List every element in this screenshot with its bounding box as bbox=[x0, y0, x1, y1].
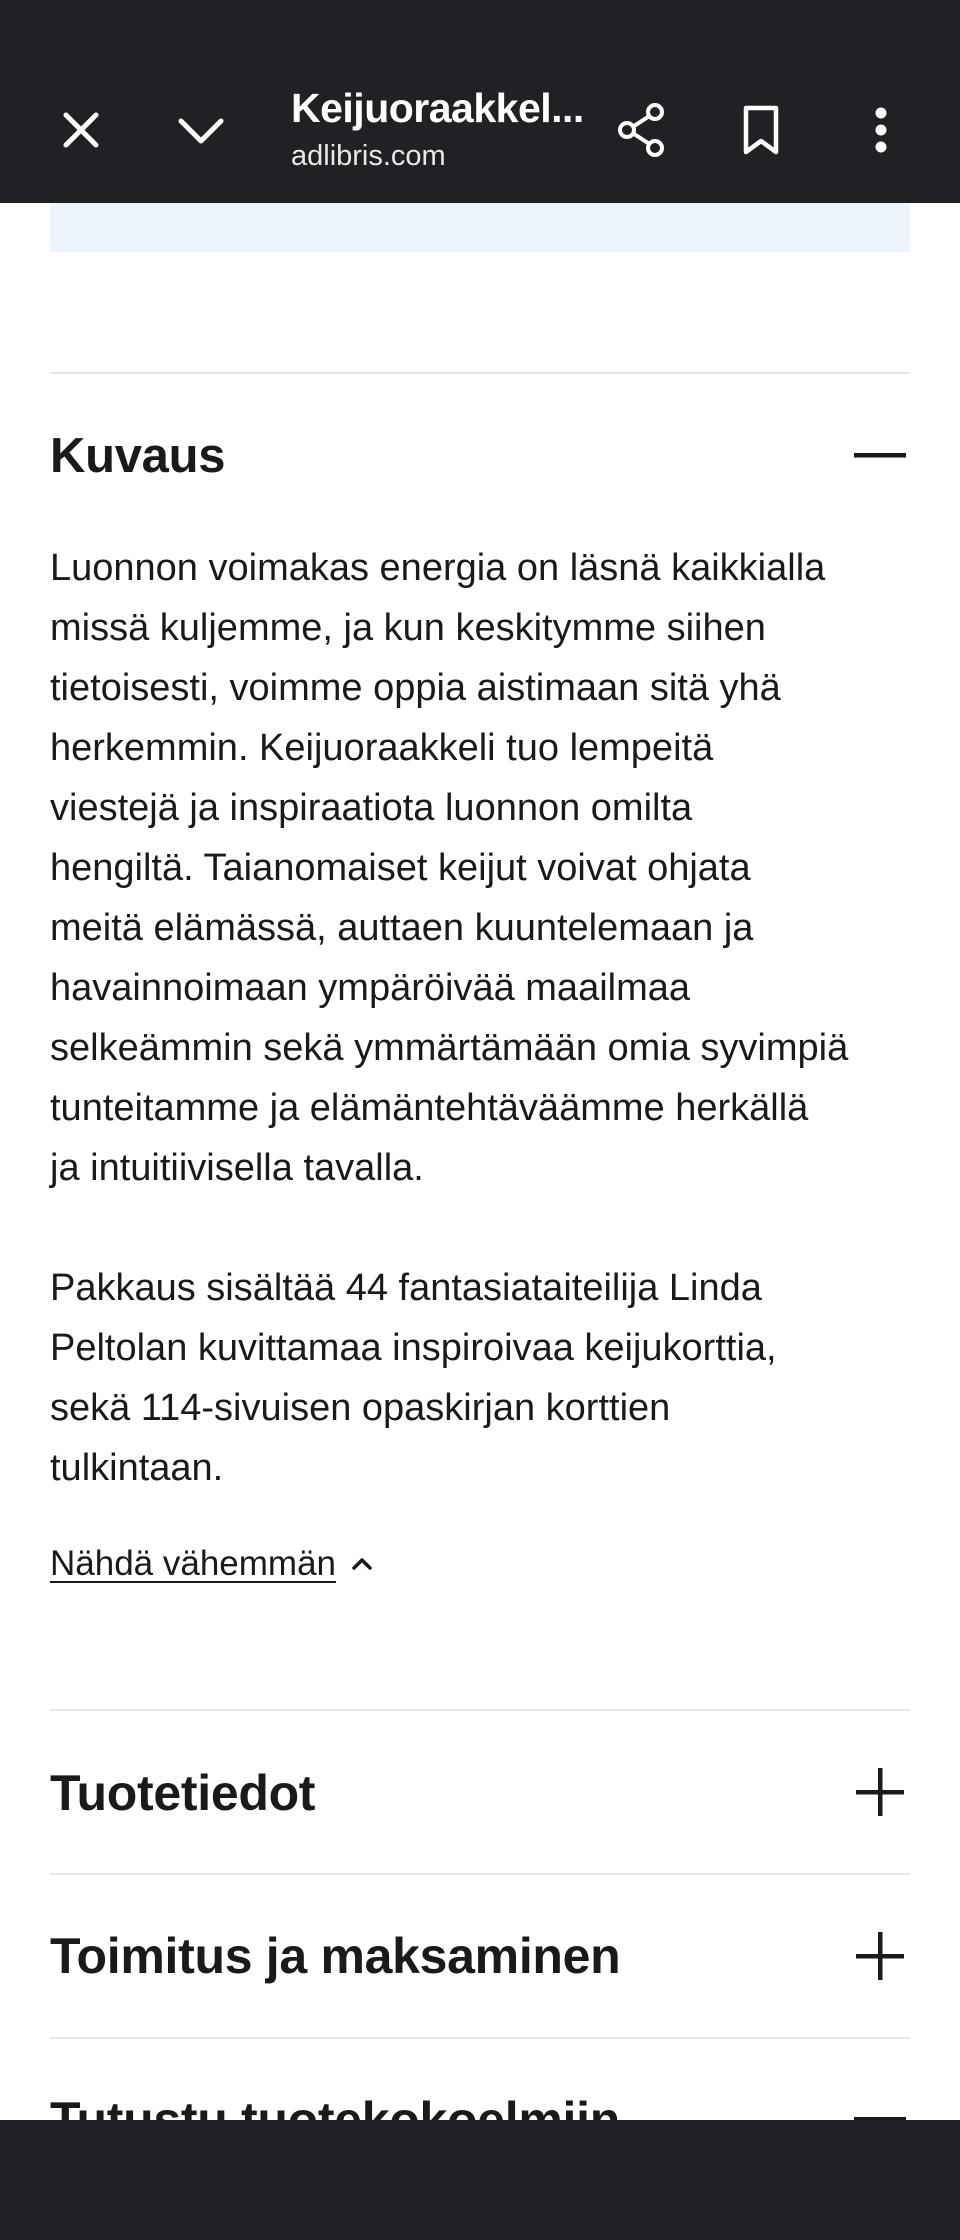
accordion-title-tuotetiedot[interactable]: Tuotetiedot bbox=[50, 1765, 316, 1821]
section-title-kuvaus: Kuvaus bbox=[50, 429, 226, 483]
divider bbox=[50, 2037, 910, 2039]
expand-plus-icon[interactable] bbox=[845, 1921, 915, 1991]
bookmark-icon[interactable] bbox=[721, 90, 801, 170]
description-paragraph-1: Luonnon voimakas energia on läsnä kaikkialla missä kuljemme, ja kun keskitymme siihen tietoisesti, voimme oppia aistimaan sitä yhä herkemmin. Keijuoraakkeli tuo lempeitä viestejä ja inspiraatiota luonnon omilta hengiltä. Taianomaiset keijut voivat ohjata meitä elämässä, auttaen kuuntelemaan ja havainnoimaan ympäröivää maailmaa selkeämmin sekä ymmärtämään omia syvimpiä tunteitamme ja elämäntehtäväämme herkällä ja intuitiivisella tavalla. bbox=[50, 547, 849, 1189]
expand-plus-icon[interactable] bbox=[845, 1757, 915, 1827]
divider bbox=[50, 1873, 910, 1875]
bottom-system-bar bbox=[0, 2120, 960, 2240]
description-text bbox=[50, 538, 920, 1498]
chevron-down-icon[interactable] bbox=[161, 90, 241, 170]
accordion-title-toimitus[interactable]: Toimitus ja maksaminen bbox=[50, 1928, 621, 1984]
share-icon[interactable] bbox=[601, 90, 681, 170]
page-title: Keijuoraakkel... bbox=[291, 85, 584, 131]
divider bbox=[50, 1709, 910, 1711]
page-url: adlibris.com bbox=[291, 140, 446, 172]
show-less-link[interactable]: Nähdä vähemmän bbox=[50, 1544, 336, 1583]
page-title-block[interactable] bbox=[291, 82, 591, 176]
close-icon[interactable] bbox=[41, 90, 121, 170]
collapse-minus-icon[interactable] bbox=[845, 421, 915, 491]
more-vert-icon[interactable] bbox=[841, 90, 921, 170]
divider bbox=[50, 372, 910, 374]
browser-toolbar bbox=[0, 0, 960, 203]
chevron-up-icon bbox=[350, 1556, 374, 1572]
show-less-button[interactable] bbox=[50, 1536, 374, 1592]
description-paragraph-2: Pakkaus sisältää 44 fantasiataiteilija Linda Peltolan kuvittamaa inspiroivaa keijukorttia, sekä 114-sivuisen opaskirjan korttien tulkintaan. bbox=[50, 1267, 777, 1489]
